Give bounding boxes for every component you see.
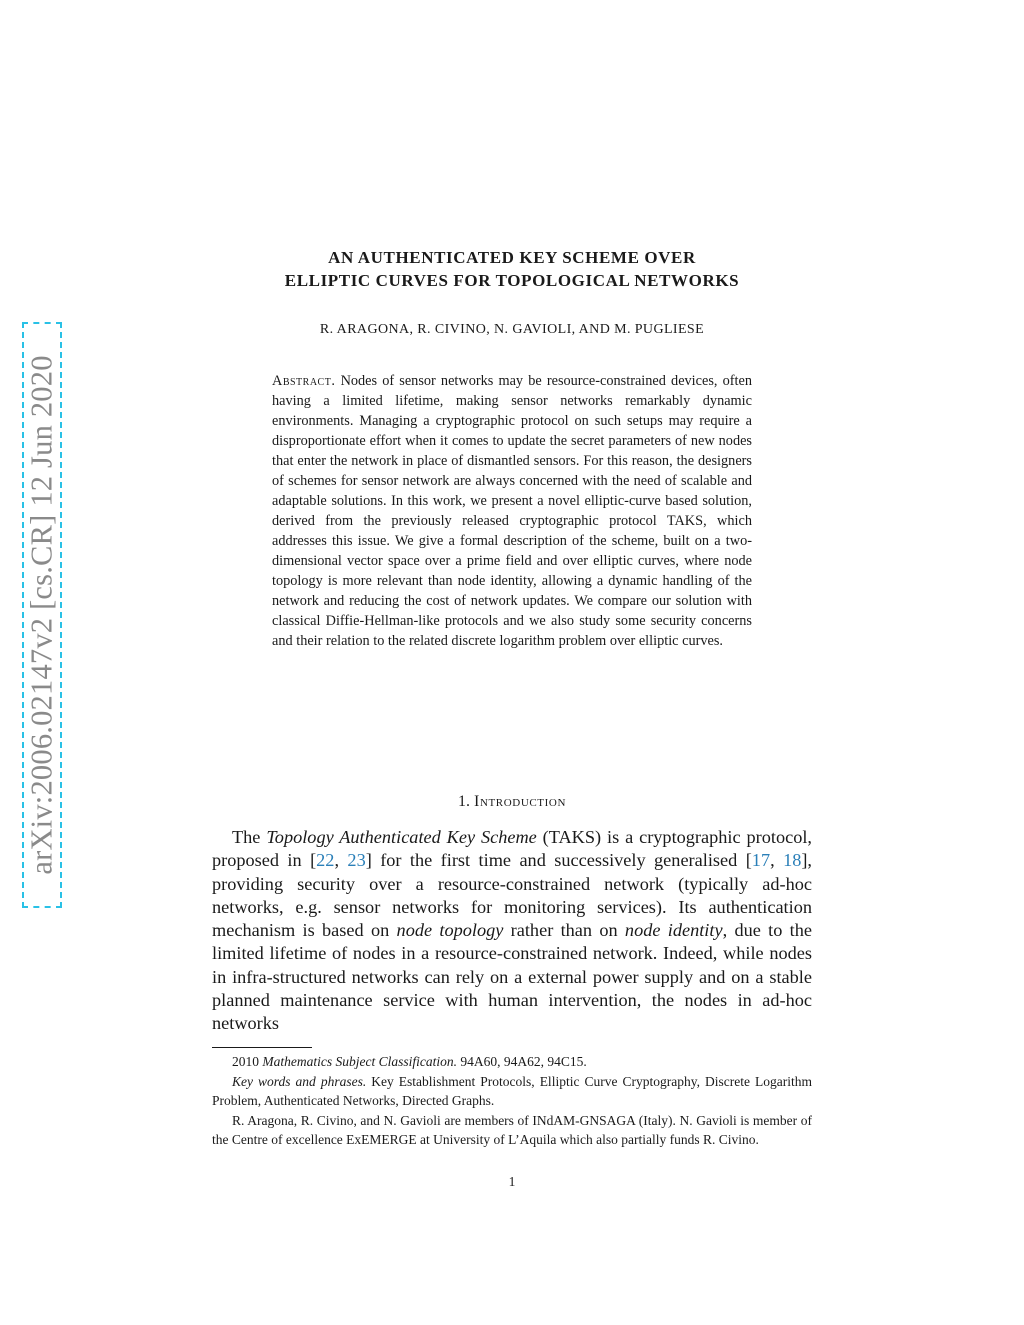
intro-text: , due to the limited lifetime of nodes in a resource-constrained network. Indeed, while nodes in infra-structured networks can rely on a external power supply and on a stable planned maintenance service with human intervention, the nodes in ad-hoc networks [212, 920, 812, 1034]
title-line-1: AN AUTHENTICATED KEY SCHEME OVER [328, 248, 696, 267]
intro-emphasis: node topology [396, 920, 504, 941]
citation-link[interactable]: 17 [751, 850, 771, 871]
intro-paragraph [212, 826, 812, 1036]
footnotes [212, 1052, 812, 1150]
intro-text: The [232, 827, 267, 847]
arxiv-identifier[interactable]: arXiv:2006.02147v2 [cs.CR] 12 Jun 2020 [24, 355, 59, 875]
title-line-2: ELLIPTIC CURVES FOR TOPOLOGICAL NETWORKS [284, 271, 740, 290]
intro-emphasis: node identity [624, 920, 723, 941]
paper-title [160, 246, 864, 292]
msc-year: 2010 [232, 1054, 263, 1069]
page-number: 1 [508, 1174, 516, 1189]
footnote-divider [212, 1047, 312, 1048]
intro-emphasis: Topology Authenticated Key Scheme [266, 827, 537, 847]
citation-link[interactable]: 23 [347, 850, 366, 871]
keywords-text: Key Establishment Protocols, Elliptic Curve Cryptography, Discrete Logarithm Problem, Authenticated Networks, Directed Graphs. [212, 1073, 812, 1108]
msc-footnote [212, 1052, 812, 1072]
abstract [272, 371, 752, 651]
citation-link[interactable]: 22 [316, 850, 335, 871]
keywords-footnote [212, 1072, 812, 1111]
abstract-label: Abstract. [272, 373, 336, 389]
intro-text: ], providing security over a resource-constrained network (typically ad-hoc networks, e.g. sensor networks for monitoring services). Its authentication mechanism is based on [212, 850, 813, 941]
intro-text: , [770, 850, 784, 871]
msc-codes: 94A60, 94A62, 94C15. [456, 1054, 587, 1069]
section-heading [160, 793, 864, 811]
citation-link[interactable]: 18 [783, 850, 802, 871]
section-number: 1. [458, 793, 471, 810]
affiliation-footnote: R. Aragona, R. Civino, and N. Gavioli are members of INdAM-GNSAGA (Italy). N. Gavioli is member of the Centre of excellence ExEMERGE at University of L’Aquila which also partially funds R. Civino. [212, 1112, 812, 1147]
intro-text: ] for the first time and successively generalised [ [365, 850, 752, 871]
section-title: Introduction [474, 793, 566, 810]
intro-text: (TAKS) is a cryptographic protocol, proposed in [ [212, 827, 812, 871]
author-list: R. ARAGONA, R. CIVINO, N. GAVIOLI, AND M. PUGLIESE [319, 322, 705, 337]
msc-label: Mathematics Subject Classification. [262, 1054, 457, 1069]
intro-text: rather than on [503, 920, 625, 941]
keywords-label: Key words and phrases. [232, 1073, 367, 1089]
intro-text: , [334, 850, 348, 871]
abstract-text: Nodes of sensor networks may be resource-constrained devices, often having a limited lifetime, making sensor networks remarkably dynamic environments. Managing a cryptographic protocol on such setups may require a disproportionate effort when it comes to update the secret parameters of new nodes that enter the network in place of dismantled sensors. For this reason, the designers of schemes for sensor network are always concerned with the need of scalable and adaptable solutions. In this work, we present a novel elliptic-curve based solution, derived from the previously released cryptographic protocol TAKS, which addresses this issue. We give a formal description of the scheme, built on a two-dimensional vector space over a prime field and over elliptic curves, where node topology is more relevant than node identity, allowing a dynamic handling of the network and reducing the cost of network updates. We compare our solution with classical Diffie-Hellman-like protocols and we also study some security concerns and their relation to the related discrete logarithm problem over elliptic curves. [272, 373, 752, 649]
